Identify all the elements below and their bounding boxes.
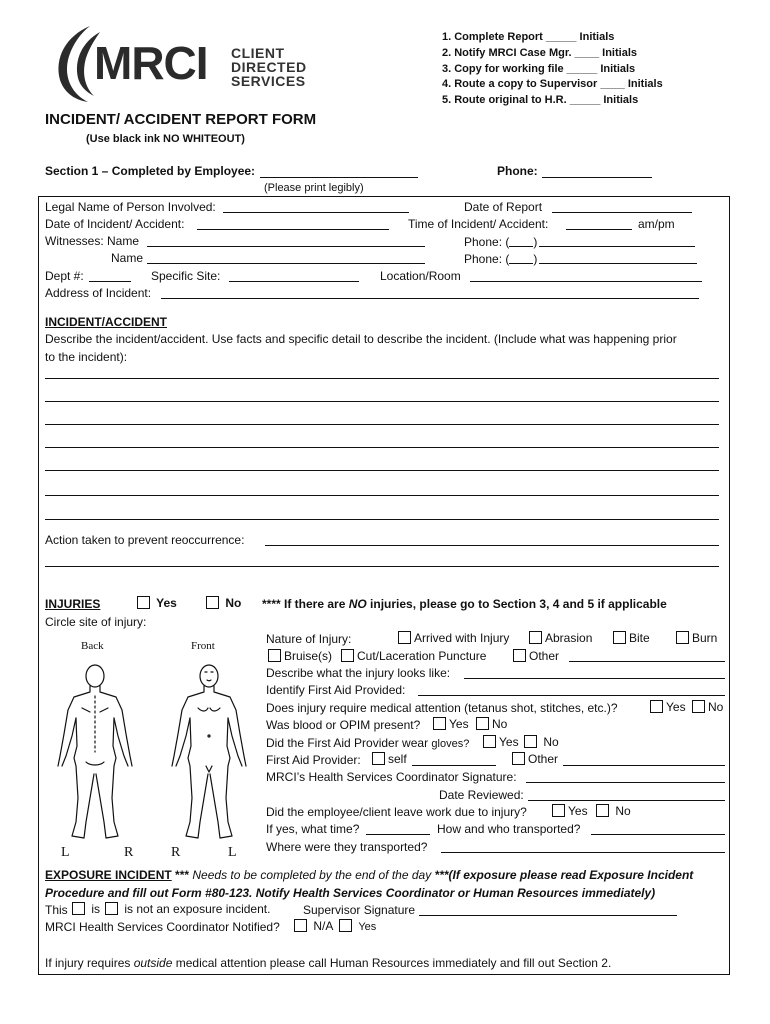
action-label: Action taken to prevent reoccurrence: <box>45 533 245 547</box>
phone-open: Phone: ( <box>464 235 510 249</box>
option-label: No <box>225 596 242 610</box>
gloves-yes-option[interactable] <box>483 735 519 749</box>
date-reviewed-line[interactable] <box>528 800 725 801</box>
blood-yes-option[interactable] <box>433 717 469 731</box>
supervisor-sig-line[interactable] <box>419 915 677 916</box>
witness2-phone-label <box>464 251 537 266</box>
logo-wordmark: MRCI <box>94 37 208 89</box>
arrived-option[interactable] <box>398 631 509 645</box>
option-label: Yes <box>156 596 177 610</box>
where-line[interactable] <box>441 852 725 853</box>
option-label: Burn <box>692 631 718 645</box>
option-label: is <box>91 902 101 916</box>
abrasion-option[interactable] <box>529 631 592 645</box>
checkbox[interactable] <box>372 752 385 765</box>
leave-no-option[interactable] <box>596 804 631 818</box>
checkbox[interactable] <box>529 631 542 644</box>
legal-name-label: Legal Name of Person Involved: <box>45 200 216 214</box>
injuries-note <box>262 597 667 611</box>
option-label: Other <box>529 649 560 663</box>
checkbox[interactable] <box>433 717 446 730</box>
date-report-label: Date of Report <box>464 200 543 214</box>
note-post: injuries, please go to Section 3, 4 and 5 if applicable <box>366 597 667 611</box>
coordinator-sig-label: MRCI’s Health Services Coordinator Signature: <box>266 770 517 784</box>
witness1-phone-label <box>464 234 537 249</box>
phone-open: Phone: ( <box>464 252 510 266</box>
option-label: No <box>492 717 508 731</box>
dept-label: Dept #: <box>45 269 84 283</box>
medical-label: Does injury require medical attention (tetanus shot, stitches, etc.)? <box>266 701 618 715</box>
phone-close: ) <box>533 252 538 266</box>
checkbox[interactable] <box>692 700 705 713</box>
gloves-word: gloves? <box>431 738 470 750</box>
circle-site-label: Circle site of injury: <box>45 615 147 629</box>
back-right-marker: R <box>124 845 134 860</box>
section1-phone-label: Phone: <box>497 164 538 178</box>
phone-close: ) <box>533 235 538 249</box>
body-front-figure[interactable] <box>166 662 252 846</box>
logo-line-services: SERVICES <box>231 73 306 89</box>
back-label: Back <box>81 640 104 652</box>
notified-yes-option[interactable] <box>339 919 376 933</box>
gloves-no-option[interactable] <box>524 735 559 749</box>
option-label: No <box>543 735 559 749</box>
time-incident-label: Time of Incident/ Accident: <box>408 217 549 231</box>
option-label: Yes <box>568 804 588 818</box>
blood-label: Was blood or OPIM present? <box>266 718 421 732</box>
checkbox[interactable] <box>268 649 281 662</box>
exposure-this-label: This <box>45 903 68 917</box>
description-line[interactable] <box>45 424 719 425</box>
leave-work-label: Did the employee/client leave work due to injury? <box>266 805 527 819</box>
other-option[interactable] <box>513 649 559 663</box>
front-right-marker: R <box>171 845 181 860</box>
description-line[interactable] <box>45 447 719 448</box>
leave-yes-option[interactable] <box>552 804 588 818</box>
notified-label: MRCI Health Services Coordinator Notified? <box>45 920 280 934</box>
option-label: No <box>615 804 631 818</box>
specific-site-line[interactable] <box>229 281 359 282</box>
location-line[interactable] <box>470 281 702 282</box>
description-line[interactable] <box>45 519 719 520</box>
option-label: Yes <box>666 700 686 714</box>
date-incident-label: Date of Incident/ Accident: <box>45 217 185 231</box>
outside-em: outside <box>133 956 173 970</box>
description-line[interactable] <box>45 378 719 379</box>
checkbox[interactable] <box>137 596 150 609</box>
front-left-marker: L <box>228 845 237 860</box>
option-label: Other <box>528 752 559 766</box>
outside-attention-note <box>45 956 611 970</box>
checkbox[interactable] <box>398 631 411 644</box>
identify-label: Identify First Aid Provided: <box>266 683 406 697</box>
how-who-label: How and who transported? <box>437 822 581 836</box>
action-line[interactable] <box>265 545 719 546</box>
medical-no-option[interactable] <box>692 700 723 714</box>
coordinator-sig-line[interactable] <box>526 782 725 783</box>
what-time-label: If yes, what time? <box>266 822 360 836</box>
witnesses-label: Witnesses: Name <box>45 234 140 248</box>
checklist-item: 2. Notify MRCI Case Mgr. ____ Initials <box>442 46 638 59</box>
how-who-line[interactable] <box>591 834 725 835</box>
logo-line-directed: DIRECTED <box>231 59 307 75</box>
employee-phone-line[interactable] <box>542 177 652 178</box>
witness2-phone-line[interactable] <box>539 263 697 264</box>
other-line[interactable] <box>569 661 725 662</box>
blood-no-option[interactable] <box>476 717 507 731</box>
address-label: Address of Incident: <box>45 286 152 300</box>
specific-site-label: Specific Site: <box>151 269 221 283</box>
checkbox[interactable] <box>613 631 626 644</box>
burn-option[interactable] <box>676 631 717 645</box>
checkbox[interactable] <box>339 919 352 932</box>
provider-self-option[interactable] <box>372 752 407 766</box>
option-label: No <box>708 700 724 714</box>
form-frame <box>38 196 730 975</box>
outside-pre: If injury requires <box>45 956 134 970</box>
option-label: Bruise(s) <box>284 649 333 663</box>
option-label: Abrasion <box>545 631 593 645</box>
incident-desc-1: Describe the incident/accident. Use facts and specific detail to describe the incident. (Include what was happening prior <box>45 332 677 346</box>
date-incident-line[interactable] <box>197 229 389 230</box>
injuries-heading: INJURIES <box>45 597 101 611</box>
action-line-2[interactable] <box>45 566 719 567</box>
routing-checklist <box>442 30 663 109</box>
front-label: Front <box>191 640 215 652</box>
checkbox[interactable] <box>294 919 307 932</box>
injuries-no-option[interactable] <box>206 596 241 610</box>
description-line[interactable] <box>45 470 719 471</box>
option-label: Yes <box>499 735 519 749</box>
cut-option[interactable] <box>341 649 486 663</box>
address-line[interactable] <box>161 298 699 299</box>
back-left-marker: L <box>61 845 70 860</box>
logo-tagline <box>231 46 307 88</box>
nature-label: Nature of Injury: <box>266 632 352 646</box>
supervisor-sig-label: Supervisor Signature <box>303 903 416 917</box>
gloves-label-pre: Did the First Aid Provider wear <box>266 736 429 750</box>
exposure-deadline: Needs to be completed by the end of the day <box>192 868 432 882</box>
section1-label: Section 1 – Completed by Employee: <box>45 164 256 178</box>
describe-label: Describe what the injury looks like: <box>266 666 451 680</box>
checkbox[interactable] <box>552 804 565 817</box>
checkbox[interactable] <box>650 700 663 713</box>
body-back-figure[interactable] <box>52 662 138 846</box>
description-line[interactable] <box>45 495 719 496</box>
exposure-is-option[interactable] <box>72 902 100 916</box>
checkbox[interactable] <box>483 735 496 748</box>
option-label: Bite <box>629 631 650 645</box>
date-reviewed-label: Date Reviewed: <box>439 788 524 802</box>
option-label: N/A <box>313 919 334 933</box>
checkbox[interactable] <box>476 717 489 730</box>
exposure-heading: EXPOSURE INCIDENT <box>45 868 172 882</box>
exposure-stars: *** <box>171 868 193 882</box>
option-label: Cut/Laceration Puncture <box>357 649 487 663</box>
dept-line[interactable] <box>89 281 131 282</box>
option-label: Arrived with Injury <box>414 631 510 645</box>
checkbox[interactable] <box>206 596 219 609</box>
mrci-logo <box>48 22 318 102</box>
bite-option[interactable] <box>613 631 650 645</box>
option-label: is not an exposure incident. <box>124 902 271 916</box>
option-label: self <box>388 752 407 766</box>
what-time-line[interactable] <box>366 834 430 835</box>
injuries-yes-option[interactable] <box>137 596 177 610</box>
description-line[interactable] <box>45 401 719 402</box>
checkbox[interactable] <box>72 902 85 915</box>
witness1-phone-line[interactable] <box>539 246 695 247</box>
time-incident-line[interactable] <box>566 229 632 230</box>
print-note: (Please print legibly) <box>264 182 364 194</box>
option-label: Yes <box>449 717 469 731</box>
option-label: Yes <box>358 921 377 933</box>
checkbox[interactable] <box>105 902 118 915</box>
checkbox[interactable] <box>524 735 537 748</box>
exposure-line-1 <box>45 868 693 882</box>
provider-self-line[interactable] <box>412 765 496 766</box>
employee-name-line[interactable] <box>260 177 418 178</box>
checklist-item: 4. Route a copy to Supervisor ____ Initials <box>442 78 663 91</box>
ampm-label: am/pm <box>638 217 675 231</box>
provider-other-line[interactable] <box>563 765 725 766</box>
checklist-item: 1. Complete Report _____ Initials <box>442 31 615 43</box>
bruise-option[interactable] <box>268 649 332 663</box>
provider-other-option[interactable] <box>512 752 558 766</box>
note-pre: **** If there are <box>262 597 349 611</box>
note-em: NO <box>348 597 367 611</box>
checklist-item: 3. Copy for working file _____ Initials <box>442 62 636 75</box>
medical-yes-option[interactable] <box>650 700 686 714</box>
location-label: Location/Room <box>380 269 461 283</box>
witness1-name-line[interactable] <box>147 246 425 247</box>
incident-heading: INCIDENT/ACCIDENT <box>45 315 167 329</box>
form-title: INCIDENT/ ACCIDENT REPORT FORM <box>45 111 317 128</box>
where-label: Where were they transported? <box>266 840 428 854</box>
describe-line[interactable] <box>464 678 725 679</box>
outside-post: medical attention please call Human Resources immediately and fill out Section 2. <box>172 956 612 970</box>
checkbox[interactable] <box>676 631 689 644</box>
witness2-name-line[interactable] <box>147 263 425 264</box>
legal-name-line[interactable] <box>223 212 409 213</box>
checklist-item: 5. Route original to H.R. _____ Initials <box>442 94 639 107</box>
gloves-label <box>266 736 469 750</box>
exposure-line-2: Procedure and fill out Form #80-123. Notify Health Services Coordinator or Human Resources immediately) <box>45 886 656 900</box>
provider-label: First Aid Provider: <box>266 753 361 767</box>
identify-line[interactable] <box>418 695 725 696</box>
checkbox[interactable] <box>513 649 526 662</box>
logo-line-client: CLIENT <box>231 45 285 61</box>
form-subtitle: (Use black ink NO WHITEOUT) <box>86 133 245 145</box>
checkbox[interactable] <box>341 649 354 662</box>
witness2-name-label: Name <box>111 251 144 265</box>
date-report-line[interactable] <box>552 212 692 213</box>
checkbox[interactable] <box>512 752 525 765</box>
area-code-blank[interactable] <box>509 234 533 247</box>
notified-na-option[interactable] <box>294 919 333 933</box>
exposure-instruction: ***(If exposure please read Exposure Incident <box>431 868 694 882</box>
checkbox[interactable] <box>596 804 609 817</box>
incident-desc-2: to the incident): <box>45 350 128 364</box>
exposure-is-not-option[interactable] <box>105 902 270 916</box>
area-code-blank[interactable] <box>509 251 533 264</box>
